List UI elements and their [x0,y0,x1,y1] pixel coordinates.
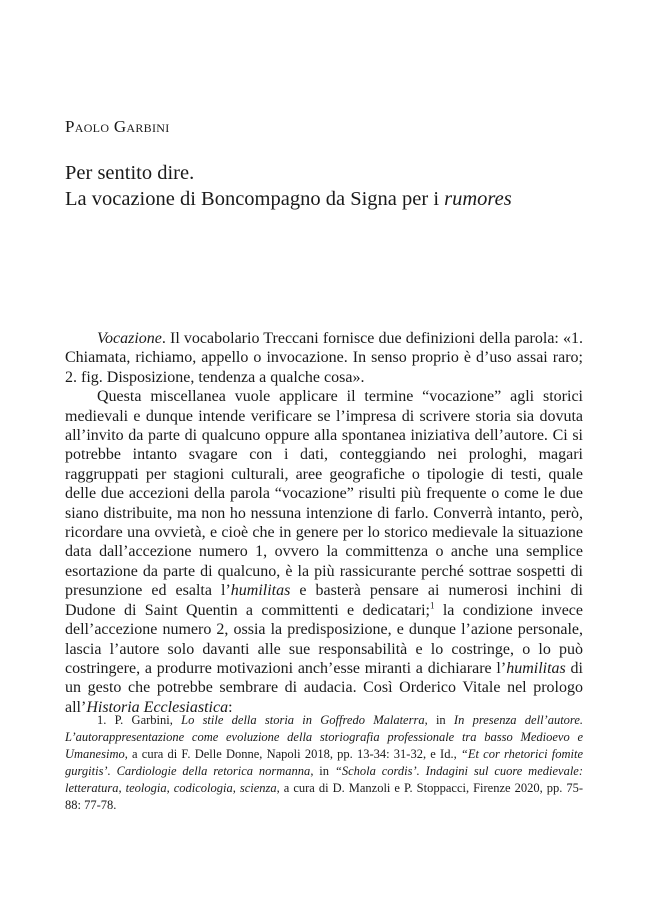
paragraph-1-text: . Il vocabolario Treccani fornisce due definizioni della parola: «1. Chiamata, richiamo, appello o invocazione. In senso proprio è d’uso assai raro; 2. fig. Disposizione, tendenza a qualche cosa». [65,330,583,386]
paragraph-2-text-b: e basterà pensare ai numerosi inchini di Dudone di Saint Quentin a committenti e dedicatari; [65,582,583,619]
paragraph-2-text-e: : [228,698,233,716]
italic-term: humilitas [506,659,566,677]
title-line-2 [65,186,605,212]
footnote-italic: “Et cor rhetorici fomite gurgitis’. Cardiologie della retorica normanna [65,747,583,778]
italic-term: Vocazione [97,330,162,347]
paragraph-1 [65,329,583,387]
paragraph-2-text-c: la condizione invece dell’accezione numero 2, ossia la predisposizione, e dunque l’azione personale, lascia l’autore solo davanti alle sue responsabilità e lo costringe, o lo può costringere, a produrre motivazioni anch’esse miranti a dichiarare l’ [65,601,584,677]
title-line-2-text: La vocazione di Boncompagno da Signa per i [65,188,445,210]
footnote-reference[interactable]: 1 [429,600,435,611]
paragraph-2-text-d: di un gesto che potrebbe sembrare di audacia. Così Orderico Vitale nel prologo all’ [65,659,583,716]
chapter-title [65,160,605,212]
footnote-text: , in [310,764,335,778]
body-text [65,329,583,717]
footnote-1 [65,712,583,814]
footnotes [65,712,583,814]
footnote-text: 1. P. Garbini, [97,713,182,727]
author-name: Paolo Garbini [65,117,170,136]
italic-term: humilitas [230,582,291,600]
footnote-italic: “Schola cordis’. Indagini sul cuore medievale: letteratura, teologia, codicologia, scienza [65,764,583,795]
footnote-text: , a cura di D. Manzoli e P. Stoppacci, Firenze 2020, pp. 75-88: 77-78. [65,781,584,812]
footnote-italic: Lo stile della storia in Goffredo Malaterra [181,713,425,727]
italic-work-title: Historia Ecclesiastica [86,698,229,716]
footnote-italic: In presenza dell’autore. L’autorappresentazione come evoluzione della storiografia professionale tra basso Medioevo e Umanesimo [65,713,584,761]
footnote-text: , a cura di F. Delle Donne, Napoli 2018, pp. 13-34: 31-32, e Id., [124,747,461,761]
title-italic-word: rumores [444,188,512,210]
title-line-1: Per sentito dire. [65,162,195,184]
paragraph-2-text-a: Questa miscellanea vuole applicare il termine “vocazione” agli storici medievali e dunque intende verificare se l’impresa di scrivere storia sia dovuta all’invito da parte di qualcuno oppure alla spontanea iniziativa dell’autore. Ci si potrebbe intanto svagare con i dati, conteggiando nei prologhi, magari raggruppati per stagioni culturali, aree geografiche o tipologie di testi, quale delle due accezioni della parola “vocazione” risulti più frequente o come le due siano distribuite, ma non ho nessuna intenzione di farlo. Converrà intanto, però, ricordare una ovvietà, e cioè che in genere per lo storico medievale la situazione data dall’accezione numero 1, ovvero la committenza o anche una semplice esortazione da parte di qualcuno, è la più rassicurante perché sottrae sospetti di presunzione ed esalta l’ [65,388,583,600]
paragraph-2 [65,387,583,717]
footnote-text: , in [424,713,454,727]
